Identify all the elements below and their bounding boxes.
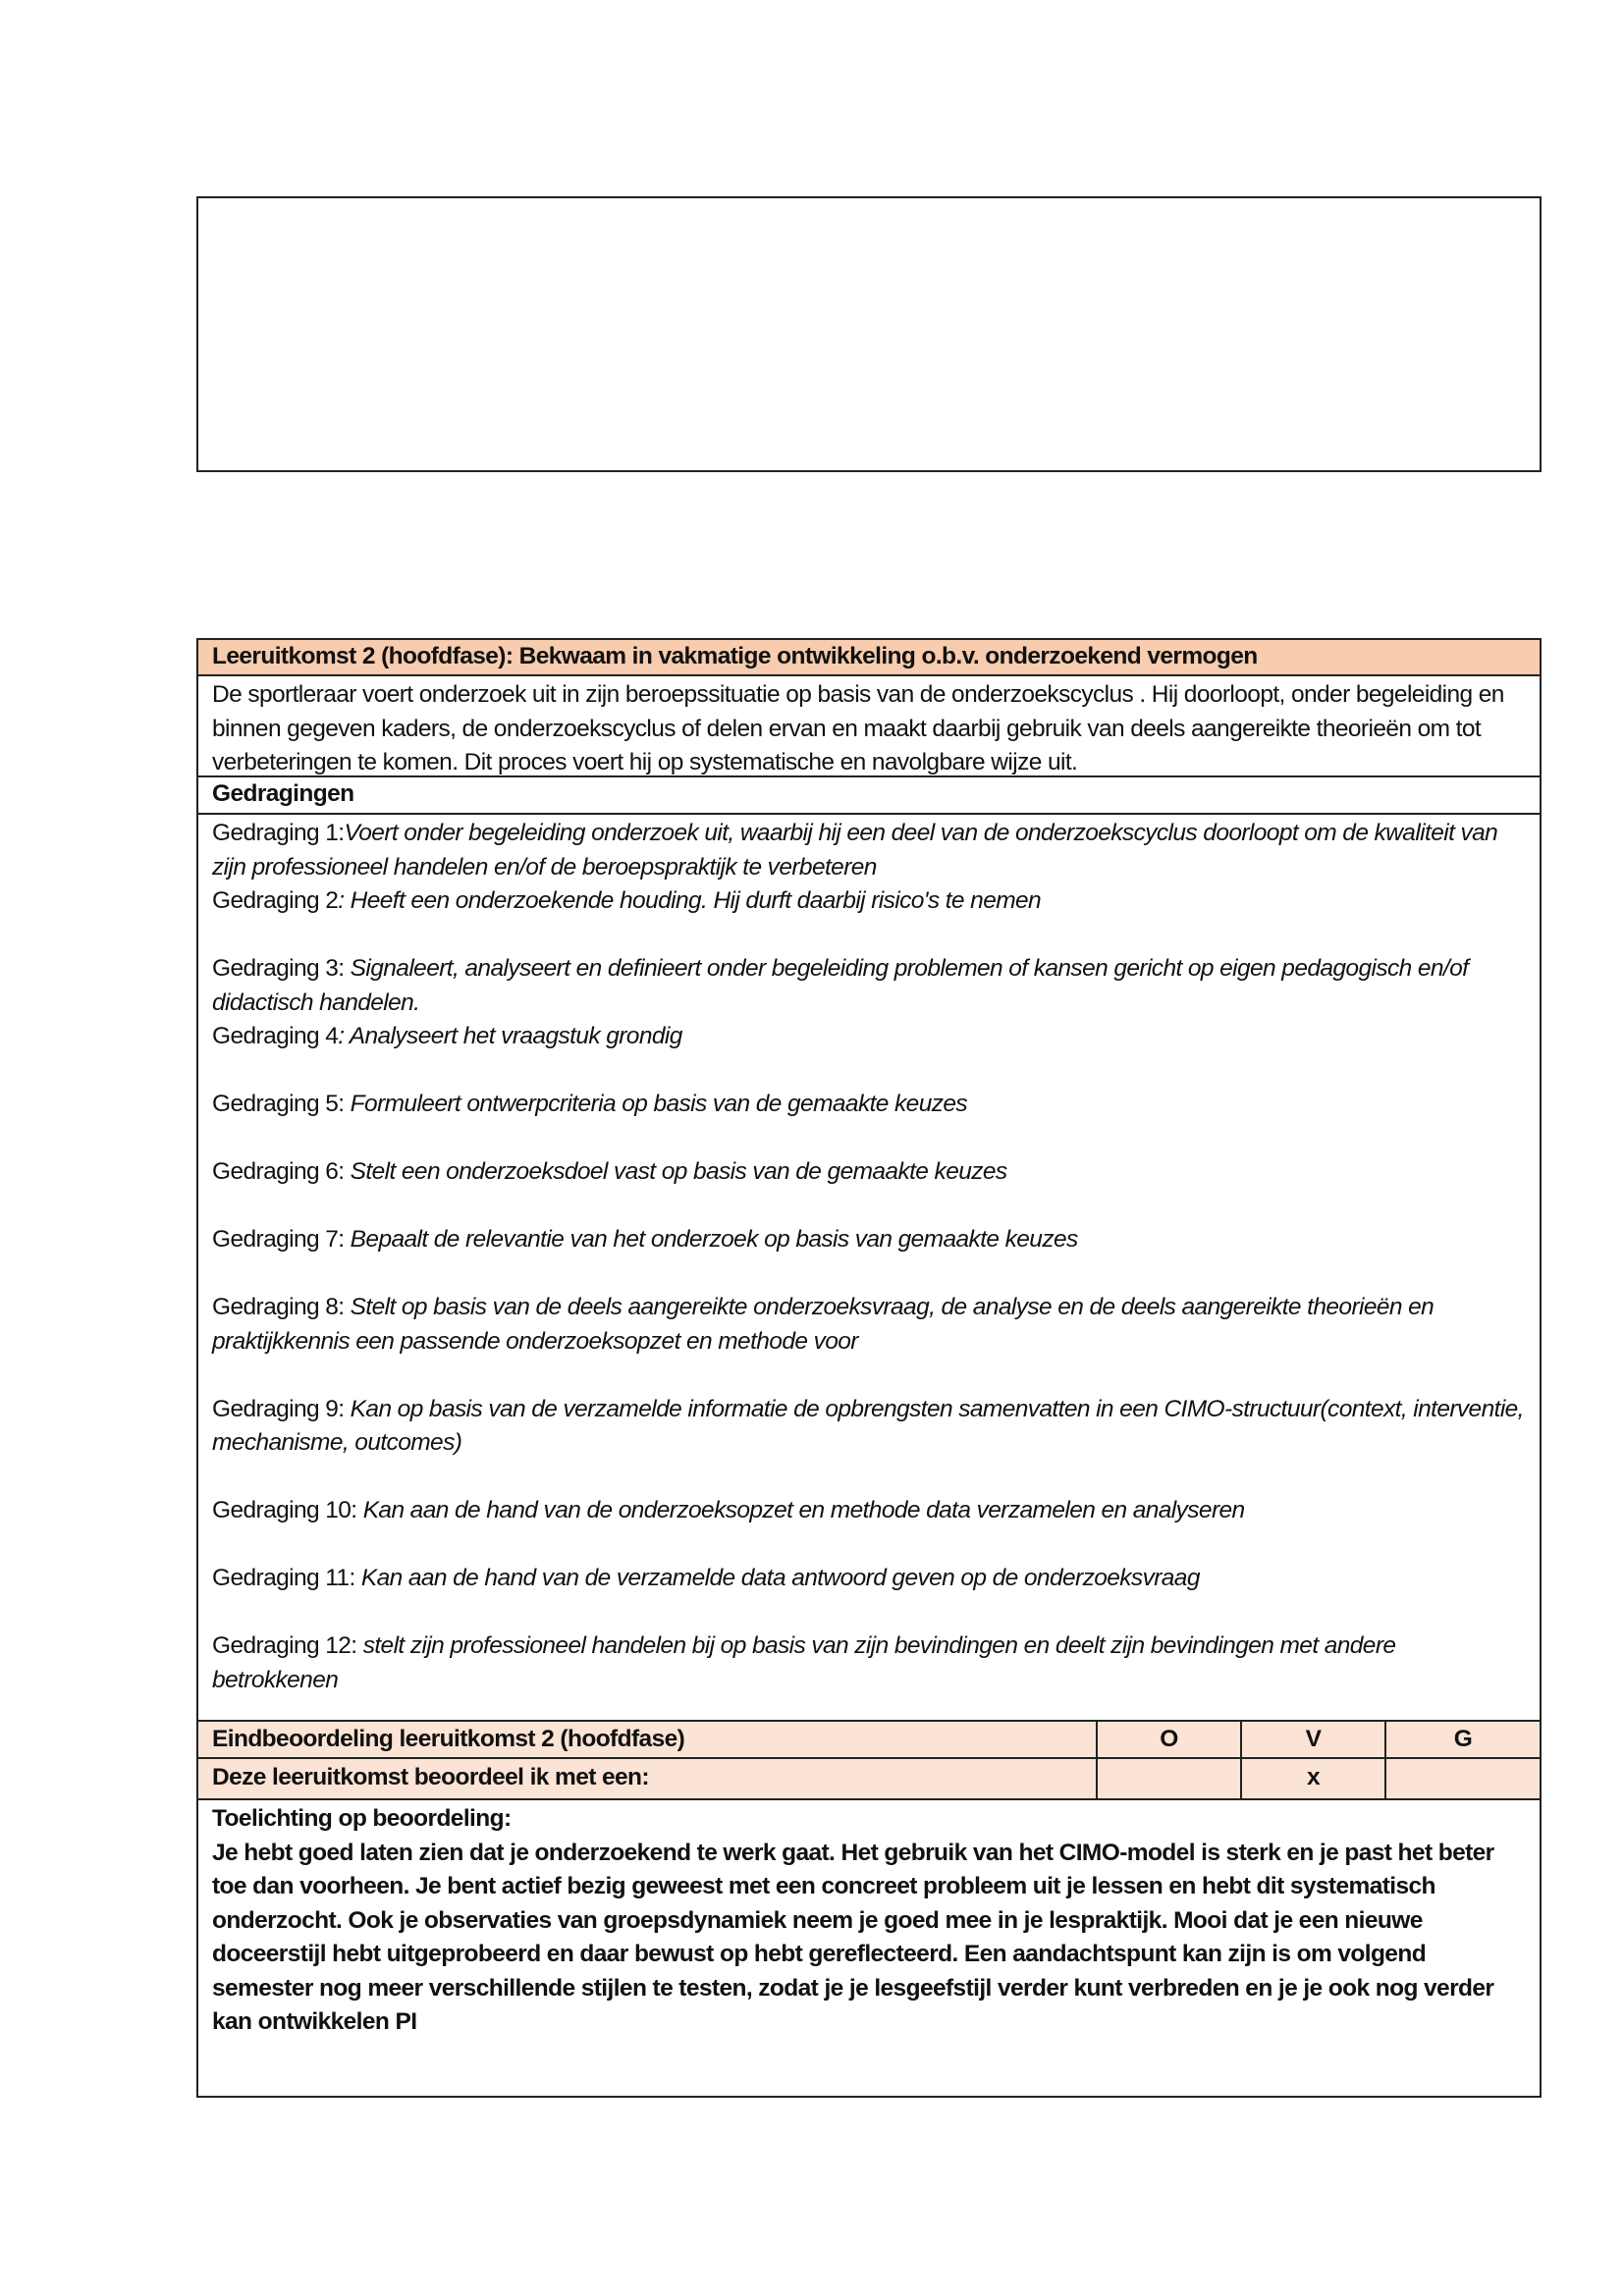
- behaviors-heading: Gedragingen: [212, 780, 354, 807]
- explanation-row: [198, 1800, 1540, 2096]
- final-assessment-header-row: [198, 1722, 1540, 1759]
- explanation-text: Je hebt goed laten zien dat je onderzoekend te werk gaat. Het gebruik van het CIMO-model is sterk en je past het beter toe dan voorheen. Je bent actief bezig geweest met een concreet probleem uit je lessen en hebt dit systematisch onderzocht. Ook je observaties van groepsdynamiek neem je goed mee in je lespraktijk. Mooi dat je een nieuwe doceerstijl hebt uitgeprobeerd en daar bewust op hebt gereflecteerd. Een aandachtspunt kan zijn is om volgend semester nog meer verschillende stijlen te testen, zodat je je lesgeefstijl verder kunt verbreden en je je ook nog verder kan ontwikkelen PI: [212, 1839, 1494, 2035]
- grade-cell-g[interactable]: [1386, 1759, 1540, 1798]
- behavior-item: [212, 817, 1526, 884]
- behavior-label: Gedraging 11:: [212, 1565, 361, 1591]
- behavior-text: Voert onder begeleiding onderzoek uit, waarbij hij een deel van de onderzoekscyclus doorloopt om de kwaliteit van zijn professioneel handelen en/of de beroepspraktijk te verbeteren: [212, 820, 1498, 881]
- behavior-text: Stelt een onderzoeksdoel vast op basis van de gemaakte keuzes: [350, 1158, 1007, 1185]
- behavior-label: Gedraging 7:: [212, 1226, 351, 1253]
- behavior-item: [212, 1494, 1526, 1528]
- final-assessment-selection-row: [198, 1759, 1540, 1800]
- behavior-item: [212, 1088, 1526, 1122]
- explanation-heading: Toelichting op beoordeling:: [212, 1805, 512, 1832]
- behavior-item: [212, 1562, 1526, 1596]
- behavior-label: Gedraging 3:: [212, 955, 351, 982]
- behaviors-list: [198, 815, 1540, 1722]
- grade-column-v: V: [1242, 1722, 1386, 1757]
- final-assessment-label: Eindbeoordeling leeruitkomst 2 (hoofdfase): [198, 1722, 1098, 1757]
- behavior-label: Gedraging 10:: [212, 1497, 363, 1523]
- behavior-item: [212, 884, 1526, 919]
- learning-outcome-description-row: [198, 676, 1540, 777]
- behavior-text: Formuleert ontwerpcriteria op basis van de gemaakte keuzes: [350, 1091, 968, 1117]
- empty-text-box: [196, 196, 1542, 472]
- behavior-text: Kan aan de hand van de onderzoeksopzet en methode data verzamelen en analyseren: [362, 1497, 1245, 1523]
- behavior-item: [212, 1155, 1526, 1190]
- behavior-text: : Analyseert het vraagstuk grondig: [338, 1023, 682, 1049]
- behavior-item: [212, 952, 1526, 1020]
- behavior-item: [212, 1291, 1526, 1359]
- learning-outcome-title-row: [198, 640, 1540, 676]
- behavior-label: Gedraging 12:: [212, 1632, 363, 1659]
- behavior-text: Kan aan de hand van de verzamelde data antwoord geven op de onderzoeksvraag: [360, 1565, 1200, 1591]
- behavior-item: [212, 1629, 1526, 1697]
- behavior-label: Gedraging 5:: [212, 1091, 351, 1117]
- behavior-label: Gedraging 9:: [212, 1395, 351, 1422]
- grade-cell-o[interactable]: [1098, 1759, 1242, 1798]
- grade-cell-v[interactable]: x: [1242, 1759, 1386, 1798]
- behavior-label: Gedraging 6:: [212, 1158, 351, 1185]
- behavior-label: Gedraging 2: [212, 887, 339, 914]
- behavior-text: : Heeft een onderzoekende houding. Hij durft daarbij risico's te nemen: [338, 887, 1042, 914]
- selection-label: Deze leeruitkomst beoordeel ik met een:: [198, 1759, 1098, 1798]
- behavior-text: stelt zijn professioneel handelen bij op basis van zijn bevindingen en deelt zijn bevindingen met andere betrokkenen: [212, 1632, 1396, 1693]
- behavior-item: [212, 1223, 1526, 1257]
- behavior-text: Kan op basis van de verzamelde informatie de opbrengsten samenvatten in een CIMO-structuur(context, interventie, mechanisme, outcomes): [212, 1395, 1524, 1456]
- behavior-text: Bepaalt de relevantie van het onderzoek op basis van gemaakte keuzes: [350, 1226, 1078, 1253]
- behavior-label: Gedraging 1:: [212, 820, 345, 846]
- behavior-label: Gedraging 8:: [212, 1294, 351, 1320]
- behavior-item: [212, 1020, 1526, 1054]
- learning-outcome-title: Leeruitkomst 2 (hoofdfase): Bekwaam in vakmatige ontwikkeling o.b.v. onderzoekend vermogen: [212, 643, 1258, 669]
- grade-column-o: O: [1098, 1722, 1242, 1757]
- behavior-text: Stelt op basis van de deels aangereikte onderzoeksvraag, de analyse en de deels aangereikte theorieën en praktijkkennis een passende onderzoeksopzet en methode voor: [212, 1294, 1435, 1355]
- learning-outcome-description: De sportleraar voert onderzoek uit in zijn beroepssituatie op basis van de onderzoekscyclus . Hij doorloopt, onder begeleiding en binnen gegeven kaders, de onderzoekscyclus of delen ervan en maakt daarbij gebruik van deels aangereikte theorieën om tot verbeteringen te komen. Dit proces voert hij op systematische en navolgbare wijze uit.: [212, 681, 1504, 775]
- behavior-item: [212, 1393, 1526, 1461]
- behavior-text: Signaleert, analyseert en definieert onder begeleiding problemen of kansen gericht op eigen pedagogisch en/of didactisch handelen.: [212, 955, 1469, 1016]
- behaviors-heading-row: [198, 777, 1540, 815]
- learning-outcome-table: [196, 638, 1542, 2098]
- grade-column-g: G: [1453, 1726, 1473, 1752]
- behavior-label: Gedraging 4: [212, 1023, 339, 1049]
